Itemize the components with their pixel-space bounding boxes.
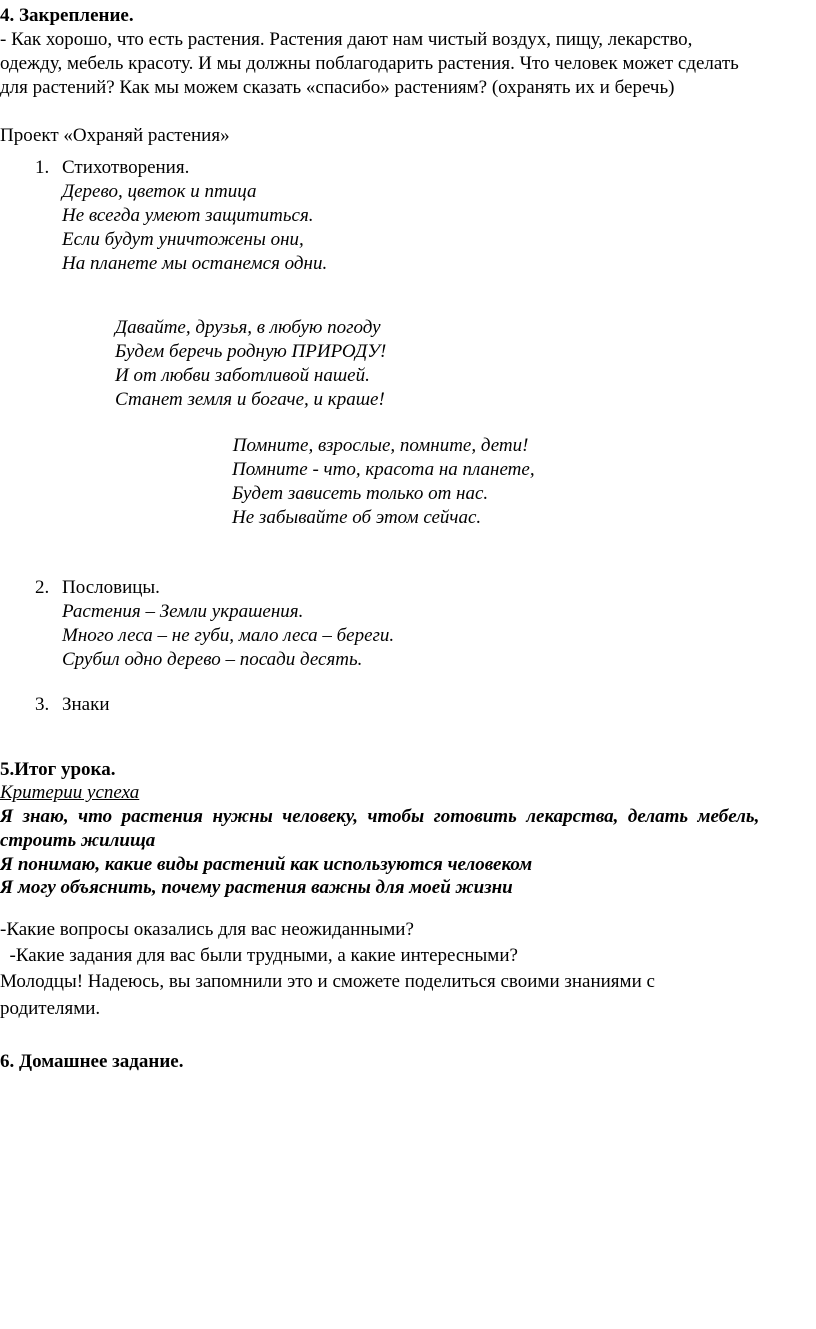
project-title: Проект «Охраняй растения» bbox=[0, 125, 230, 146]
intro-paragraph-line-3: для растений? Как мы можем сказать «спасибо» растениям? (охранять их и беречь) bbox=[0, 77, 675, 98]
closing-line-2: родителями. bbox=[0, 998, 101, 1019]
criteria-3: Я могу объяснить, почему растения важны для моей жизни bbox=[0, 877, 513, 898]
poem-2-line-4: Станет земля и богаче, и краше! bbox=[115, 389, 385, 410]
criteria-title: Критерии успеха bbox=[0, 782, 140, 803]
section-5-heading: 5.Итог урока. bbox=[0, 759, 116, 780]
poems-title: Стихотворения. bbox=[62, 157, 190, 178]
signs-title: Знаки bbox=[62, 694, 110, 715]
question-1: -Какие вопросы оказались для вас неожиданными? bbox=[0, 919, 414, 940]
proverb-1: Растения – Земли украшения. bbox=[62, 601, 304, 622]
poem-1-line-3: Если будут уничтожены они, bbox=[62, 229, 304, 250]
poem-1-line-4: На планете мы останемся одни. bbox=[62, 253, 328, 274]
list-number-3: 3. bbox=[35, 694, 50, 715]
poem-1-line-1: Дерево, цветок и птица bbox=[62, 181, 257, 202]
proverbs-title: Пословицы. bbox=[62, 577, 160, 598]
poem-3-line-4: Не забывайте об этом сейчас. bbox=[232, 507, 482, 528]
poem-2-line-1: Давайте, друзья, в любую погоду bbox=[115, 317, 381, 338]
poem-3-line-2: Помните - что, красота на планете, bbox=[232, 459, 535, 480]
poem-3-line-3: Будет зависеть только от нас. bbox=[232, 483, 489, 504]
criteria-1-line-1: Я знаю, что растения нужны человеку, чтобы готовить лекарства, делать мебель, bbox=[0, 806, 760, 827]
proverb-3: Срубил одно дерево – посади десять. bbox=[62, 649, 363, 670]
list-number-2: 2. bbox=[35, 577, 50, 598]
criteria-1-line-2: строить жилища bbox=[0, 830, 156, 851]
poem-3-line-1: Помните, взрослые, помните, дети! bbox=[228, 435, 529, 456]
poem-2-line-3: И от любви заботливой нашей. bbox=[115, 365, 370, 386]
criteria-2: Я понимаю, какие виды растений как используются человеком bbox=[0, 854, 533, 875]
intro-paragraph-line-1: - Как хорошо, что есть растения. Растения дают нам чистый воздух, пищу, лекарство, bbox=[0, 29, 693, 50]
poem-2-line-2: Будем беречь родную ПРИРОДУ! bbox=[115, 341, 387, 362]
list-number-1: 1. bbox=[35, 157, 50, 178]
closing-line-1: Молодцы! Надеюсь, вы запомнили это и сможете поделиться своими знаниями с bbox=[0, 971, 655, 992]
section-6-heading: 6. Домашнее задание. bbox=[0, 1051, 184, 1072]
poem-1-line-2: Не всегда умеют защититься. bbox=[62, 205, 314, 226]
question-2: -Какие задания для вас были трудными, а какие интересными? bbox=[0, 945, 518, 966]
section-4-heading: 4. Закрепление. bbox=[0, 5, 134, 26]
proverb-2: Много леса – не губи, мало леса – береги. bbox=[62, 625, 395, 646]
intro-paragraph-line-2: одежду, мебель красоту. И мы должны поблагодарить растения. Что человек может сделать bbox=[0, 53, 739, 74]
